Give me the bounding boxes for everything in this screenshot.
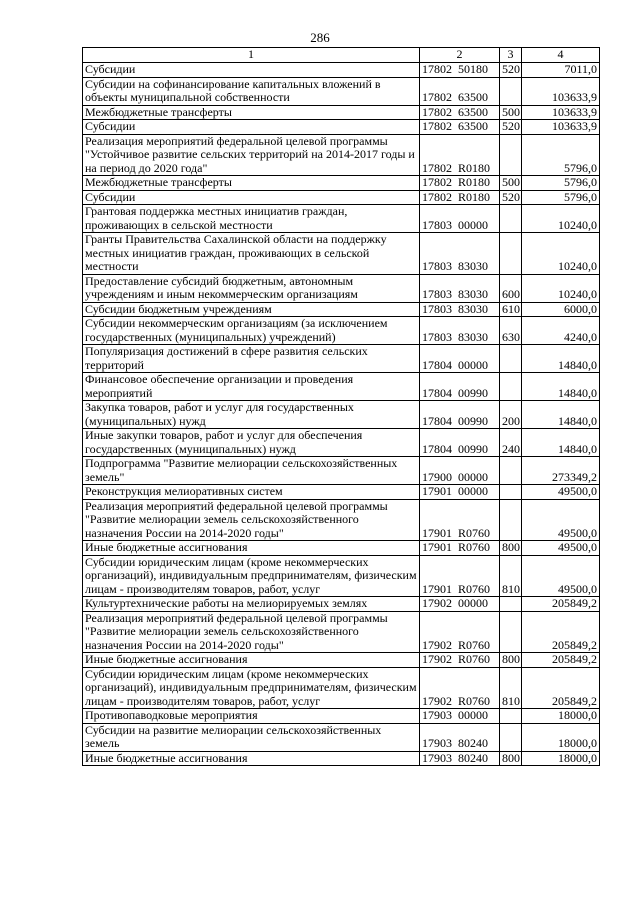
row-code	[420, 401, 500, 429]
table-row	[83, 190, 600, 205]
row-code-csr: 17803	[422, 217, 452, 232]
row-code-dir: R0760	[458, 525, 491, 540]
row-amount: 18000,0	[522, 723, 600, 751]
row-code-dir: 83030	[458, 287, 488, 301]
row-code-dir: R0760	[458, 581, 491, 596]
row-code	[420, 205, 500, 233]
row-vr: 240	[500, 429, 522, 457]
table-row	[83, 457, 600, 485]
row-amount: 205849,2	[522, 611, 600, 653]
row-vr: 630	[500, 317, 522, 345]
row-code	[420, 233, 500, 275]
row-code-csr: 17902	[422, 637, 452, 652]
row-code-csr: 17803	[422, 287, 452, 301]
row-vr: 520	[500, 63, 522, 78]
row-name: Реализация мероприятий федеральной целевой программы "Развитие мелиорации земель сельскохозяйственного назначения России на 2014-2020 годы"	[83, 499, 420, 541]
row-name: Популяризация достижений в сфере развития сельских территорий	[83, 345, 420, 373]
row-vr	[500, 345, 522, 373]
row-code	[420, 667, 500, 709]
row-vr	[500, 709, 522, 724]
row-code	[420, 176, 500, 191]
row-code-csr: 17804	[422, 441, 452, 456]
row-code-csr: 17802	[422, 175, 452, 189]
row-code-csr: 17803	[422, 329, 452, 344]
row-amount: 14840,0	[522, 345, 600, 373]
row-name: Реализация мероприятий федеральной целевой программы "Устойчивое развитие сельских территорий на 2014-2017 годы и на период до 2020 года"	[83, 134, 420, 176]
table-row	[83, 120, 600, 135]
row-name: Иные бюджетные ассигнования	[83, 541, 420, 556]
row-code-dir: 80240	[458, 751, 488, 765]
row-code-csr: 17903	[422, 708, 452, 722]
row-code-csr: 17903	[422, 736, 452, 750]
row-code-dir: 00990	[458, 385, 488, 400]
row-vr	[500, 723, 522, 751]
row-name: Субсидии бюджетным учреждениям	[83, 302, 420, 317]
row-code-dir: 00000	[458, 484, 488, 498]
row-code-dir: R0760	[458, 637, 491, 652]
row-amount: 205849,2	[522, 597, 600, 612]
row-code	[420, 597, 500, 612]
row-amount: 205849,2	[522, 667, 600, 709]
row-code	[420, 274, 500, 302]
row-code-csr: 17804	[422, 357, 452, 372]
row-amount: 14840,0	[522, 373, 600, 401]
header-col-2: 2	[420, 48, 500, 63]
row-amount: 10240,0	[522, 274, 600, 302]
row-name: Противопаводковые мероприятия	[83, 709, 420, 724]
row-code-csr: 17903	[422, 751, 452, 765]
header-col-3: 3	[500, 48, 522, 63]
row-code-csr: 17802	[422, 105, 452, 119]
row-code-dir: 63500	[458, 90, 488, 104]
table-row	[83, 709, 600, 724]
row-code	[420, 541, 500, 556]
row-code-dir: R0760	[458, 652, 491, 666]
row-name: Реконструкция мелиоративных систем	[83, 485, 420, 500]
row-amount: 49500,0	[522, 485, 600, 500]
table-row	[83, 302, 600, 317]
table-row	[83, 317, 600, 345]
row-amount: 103633,9	[522, 77, 600, 105]
row-name: Подпрограмма "Развитие мелиорации сельскохозяйственных земель"	[83, 457, 420, 485]
table-row	[83, 77, 600, 105]
row-code	[420, 105, 500, 120]
row-amount: 5796,0	[522, 134, 600, 176]
row-code-dir: 00000	[458, 217, 488, 232]
row-code-csr: 17802	[422, 160, 452, 175]
table-row	[83, 723, 600, 751]
table-row	[83, 345, 600, 373]
row-vr: 600	[500, 274, 522, 302]
row-code-csr: 17900	[422, 469, 452, 484]
row-name: Межбюджетные трансферты	[83, 105, 420, 120]
row-code	[420, 302, 500, 317]
row-code	[420, 751, 500, 766]
header-col-1: 1	[83, 48, 420, 63]
row-code	[420, 429, 500, 457]
row-code-csr: 17901	[422, 581, 452, 596]
row-code-csr: 17902	[422, 596, 452, 610]
table-row	[83, 205, 600, 233]
row-code-dir: R0180	[458, 190, 491, 204]
row-code-csr: 17802	[422, 62, 452, 76]
row-code-dir: 63500	[458, 105, 488, 119]
row-vr	[500, 499, 522, 541]
row-code-dir: R0180	[458, 175, 491, 189]
table-row	[83, 499, 600, 541]
row-name: Субсидии некоммерческим организациям (за исключением государственных (муниципальных) учреждений)	[83, 317, 420, 345]
row-name: Субсидии	[83, 120, 420, 135]
table-row	[83, 429, 600, 457]
row-code	[420, 63, 500, 78]
row-amount: 18000,0	[522, 709, 600, 724]
table-row	[83, 653, 600, 668]
row-amount: 49500,0	[522, 499, 600, 541]
row-code-csr: 17902	[422, 652, 452, 666]
table-row	[83, 485, 600, 500]
row-amount: 18000,0	[522, 751, 600, 766]
row-code-dir: 00990	[458, 441, 488, 456]
row-code-csr: 17803	[422, 259, 452, 273]
row-code-csr: 17901	[422, 540, 452, 554]
row-amount: 7011,0	[522, 63, 600, 78]
row-vr	[500, 457, 522, 485]
row-vr: 200	[500, 401, 522, 429]
row-vr: 520	[500, 120, 522, 135]
row-vr: 500	[500, 105, 522, 120]
row-code	[420, 723, 500, 751]
table-row	[83, 401, 600, 429]
row-name: Финансовое обеспечение организации и проведения мероприятий	[83, 373, 420, 401]
row-name: Иные бюджетные ассигнования	[83, 653, 420, 668]
row-code-csr: 17803	[422, 302, 452, 316]
row-code-dir: R0760	[458, 540, 491, 554]
row-code-csr: 17802	[422, 90, 452, 104]
row-code-dir: 00000	[458, 708, 488, 722]
row-amount: 4240,0	[522, 317, 600, 345]
row-vr	[500, 485, 522, 500]
table-row	[83, 555, 600, 597]
row-name: Субсидии юридическим лицам (кроме некоммерческих организаций), индивидуальным предпринимателям, физическим лицам - производителям товаров, работ, услуг	[83, 667, 420, 709]
row-vr	[500, 611, 522, 653]
row-code-csr: 17802	[422, 190, 452, 204]
row-code	[420, 134, 500, 176]
table-row	[83, 541, 600, 556]
row-code-dir: 83030	[458, 259, 488, 273]
row-code-dir: 00990	[458, 413, 488, 428]
row-code-csr: 17901	[422, 525, 452, 540]
header-col-4: 4	[522, 48, 600, 63]
row-code-dir: R0180	[458, 160, 491, 175]
row-code-dir: 00000	[458, 596, 488, 610]
table-row	[83, 105, 600, 120]
row-code	[420, 457, 500, 485]
table-row	[83, 63, 600, 78]
row-code	[420, 345, 500, 373]
row-amount: 14840,0	[522, 401, 600, 429]
row-code-csr: 17804	[422, 385, 452, 400]
row-amount: 49500,0	[522, 555, 600, 597]
row-vr: 810	[500, 667, 522, 709]
row-name: Межбюджетные трансферты	[83, 176, 420, 191]
row-vr	[500, 373, 522, 401]
row-name: Грантовая поддержка местных инициатив граждан, проживающих в сельской местности	[83, 205, 420, 233]
row-code	[420, 611, 500, 653]
row-vr: 810	[500, 555, 522, 597]
row-name: Гранты Правительства Сахалинской области на поддержку местных инициатив граждан, проживающих в сельской местности	[83, 233, 420, 275]
row-amount: 49500,0	[522, 541, 600, 556]
row-name: Реализация мероприятий федеральной целевой программы "Развитие мелиорации земель сельскохозяйственного назначения России на 2014-2020 годы"	[83, 611, 420, 653]
row-code	[420, 317, 500, 345]
row-name: Субсидии	[83, 190, 420, 205]
row-code-csr: 17804	[422, 413, 452, 428]
row-amount: 10240,0	[522, 233, 600, 275]
row-code-dir: 50180	[458, 62, 488, 76]
table-row	[83, 373, 600, 401]
row-amount: 273349,2	[522, 457, 600, 485]
page-number: 286	[310, 30, 330, 45]
table-header-row	[83, 48, 600, 63]
row-vr	[500, 205, 522, 233]
row-vr: 520	[500, 190, 522, 205]
row-amount: 205849,2	[522, 653, 600, 668]
row-name: Иные закупки товаров, работ и услуг для обеспечения государственных (муниципальных) нужд	[83, 429, 420, 457]
row-amount: 14840,0	[522, 429, 600, 457]
row-code-csr: 17902	[422, 693, 452, 708]
row-code	[420, 77, 500, 105]
row-code	[420, 653, 500, 668]
row-name: Предоставление субсидий бюджетным, автономным учреждениям и иным некоммерческим организациям	[83, 274, 420, 302]
row-amount: 5796,0	[522, 190, 600, 205]
row-vr: 800	[500, 541, 522, 556]
row-code-dir: 63500	[458, 119, 488, 133]
row-name: Субсидии юридическим лицам (кроме некоммерческих организаций), индивидуальным предпринимателям, физическим лицам - производителям товаров, работ, услуг	[83, 555, 420, 597]
row-code-dir: 80240	[458, 736, 488, 750]
row-name: Иные бюджетные ассигнования	[83, 751, 420, 766]
table-row	[83, 176, 600, 191]
row-vr: 610	[500, 302, 522, 317]
row-code-csr: 17802	[422, 119, 452, 133]
row-vr	[500, 597, 522, 612]
row-code	[420, 120, 500, 135]
row-vr: 800	[500, 653, 522, 668]
row-code	[420, 555, 500, 597]
row-code-csr: 17901	[422, 484, 452, 498]
row-amount: 103633,9	[522, 105, 600, 120]
row-name: Закупка товаров, работ и услуг для государственных (муниципальных) нужд	[83, 401, 420, 429]
row-amount: 6000,0	[522, 302, 600, 317]
row-code-dir: 00000	[458, 357, 488, 372]
row-code-dir: 00000	[458, 469, 488, 484]
table-row	[83, 597, 600, 612]
row-amount: 5796,0	[522, 176, 600, 191]
table-row	[83, 667, 600, 709]
row-code	[420, 499, 500, 541]
row-amount: 10240,0	[522, 205, 600, 233]
row-vr	[500, 134, 522, 176]
budget-table	[82, 47, 600, 766]
row-vr	[500, 233, 522, 275]
row-code	[420, 709, 500, 724]
row-vr: 500	[500, 176, 522, 191]
row-code	[420, 190, 500, 205]
row-code	[420, 373, 500, 401]
row-code-dir: R0760	[458, 693, 491, 708]
row-amount: 103633,9	[522, 120, 600, 135]
row-name: Субсидии на софинансирование капитальных вложений в объекты муниципальной собственности	[83, 77, 420, 105]
row-vr: 800	[500, 751, 522, 766]
row-code-dir: 83030	[458, 329, 488, 344]
table-row	[83, 233, 600, 275]
row-code-dir: 83030	[458, 302, 488, 316]
row-vr	[500, 77, 522, 105]
table-row	[83, 134, 600, 176]
table-row	[83, 751, 600, 766]
row-code	[420, 485, 500, 500]
row-name: Субсидии на развитие мелиорации сельскохозяйственных земель	[83, 723, 420, 751]
row-name: Культуртехнические работы на мелиорируемых землях	[83, 597, 420, 612]
table-row	[83, 274, 600, 302]
row-name: Субсидии	[83, 63, 420, 78]
table-row	[83, 611, 600, 653]
